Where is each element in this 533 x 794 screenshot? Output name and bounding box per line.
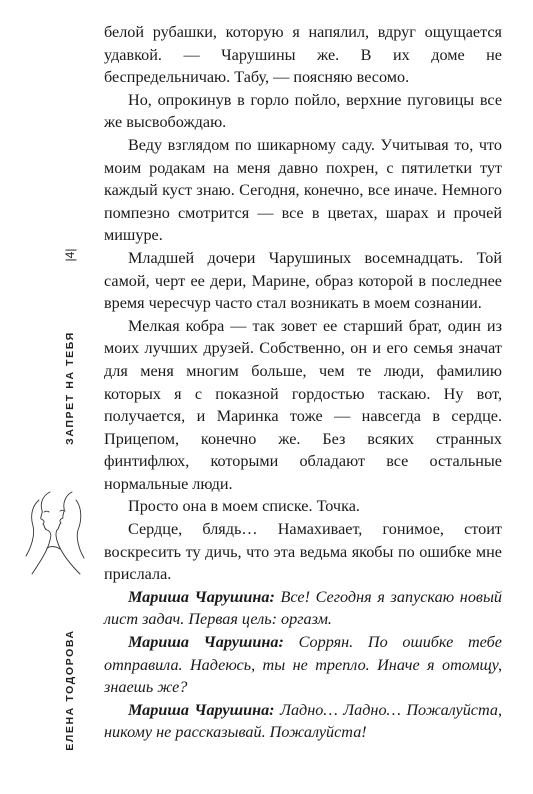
message xyxy=(104,586,502,631)
author-name: ЕЛЕНА ТОДОРОВА xyxy=(64,629,76,751)
message-sender: Мариша Чарушина: xyxy=(128,587,275,606)
paragraph: Просто она в моем списке. Точка. xyxy=(128,497,360,516)
message-text: Ладно… Ладно… Пожалуйста, никому не рассказывай. Пожалуйста! xyxy=(104,700,503,742)
paragraph: Веду взглядом по шикарному саду. Учитывая то, что моим родакам на меня давно похрен, с пятилетки тут каждый куст знаю. Сегодня, конечно, все иначе. Немного помпезно смотрится — все в цветах, шарах и прочей мишуре. xyxy=(104,135,502,245)
page-number: |4| xyxy=(63,248,77,262)
message-text: Соррян. По ошибке тебе отправила. Надеюсь, ты не трепло. Иначе я отомщу, знаешь же? xyxy=(104,633,502,697)
paragraph: Но, опрокинув в горло пойло, верхние пуговицы все же высвобождаю. xyxy=(104,90,502,132)
message xyxy=(104,699,502,744)
running-title: ЗАПРЕТ НА ТЕБЯ xyxy=(64,331,76,445)
message-sender: Мариша Чарушина: xyxy=(128,700,275,719)
paragraph: Младшей дочери Чарушиных восемнадцать. Той самой, черт ее дери, Марине, образ которой в последнее время чересчур часто стал возникать в моем сознании. xyxy=(104,248,502,313)
paragraph: Сердце, блядь… Намахивает, гонимое, стоит воскресить ту дичь, что эта ведьма якобы по ошибке мне прислала. xyxy=(104,520,502,584)
message-sender: Мариша Чарушина: xyxy=(128,633,284,652)
left-margin xyxy=(0,0,100,794)
message-text: Все! Сегодня я запускаю новый лист задач. Первая цель: оргазм. xyxy=(104,587,502,629)
body-text xyxy=(104,21,502,744)
paragraph: Мелкая кобра — так зовет ее старший брат, один из моих лучших друзей. Собственно, он и его семья значат для меня многим больше, чем те люди, фамилию которых я с показной гордостью таскаю. Ну вот, получается, и Маринка тоже — навсегда в сердце. Прицепом, конечно же. Без всяких странных финтифлюх, которыми обладают все остальные нормальные люди. xyxy=(104,316,502,493)
message xyxy=(104,631,502,699)
kissing-faces-sketch-icon xyxy=(20,488,90,578)
paragraph: белой рубашки, которую я напялил, вдруг ощущается удавкой. — Чарушины же. В их доме не беспредельничаю. Табу, — поясняю весомо. xyxy=(104,23,502,87)
